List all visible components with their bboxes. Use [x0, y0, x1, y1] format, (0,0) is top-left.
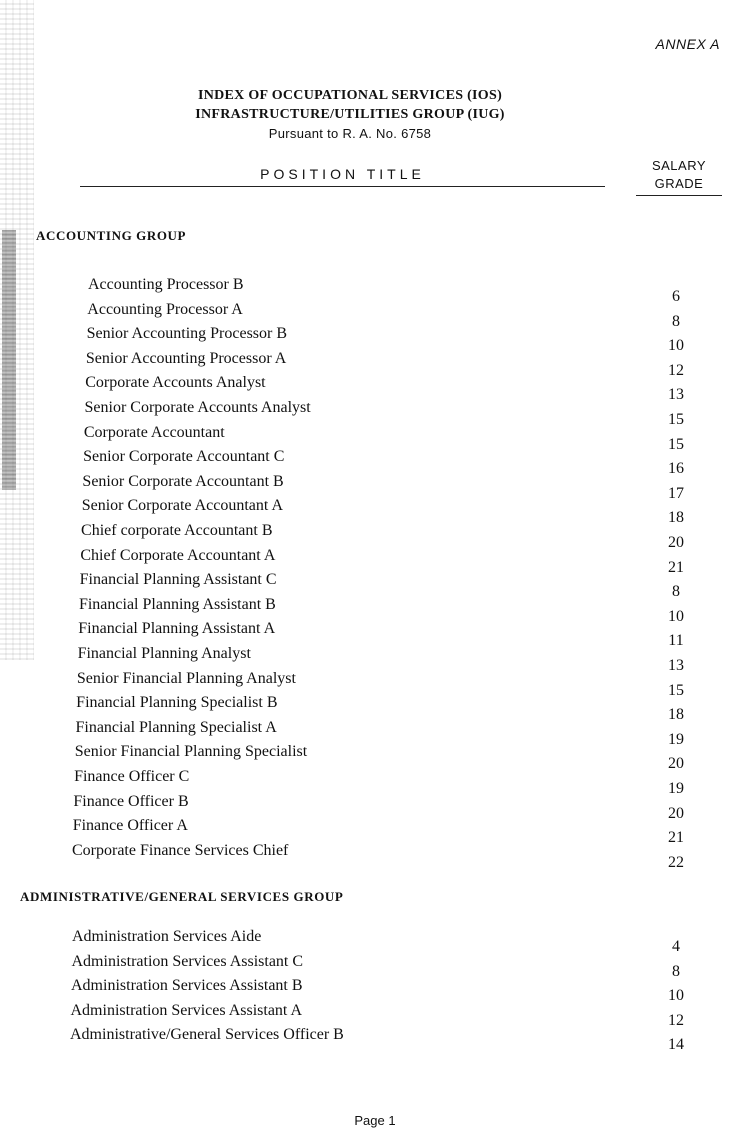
salary-grade: 10 [668, 987, 684, 1005]
page-number: Page 1 [354, 1113, 396, 1128]
salary-grade: 20 [668, 804, 684, 822]
position-title: Senior Financial Planning Specialist [74, 743, 308, 761]
salary-grade: 21 [668, 829, 684, 847]
position-row [0, 276, 750, 305]
position-title: Financial Planning Assistant A [78, 620, 276, 638]
header-line-2: INFRASTRUCTURE/UTILITIES GROUP (IUG) [195, 107, 505, 122]
position-row [0, 349, 750, 379]
salary-grade: 21 [668, 558, 684, 576]
salary-grade: 8 [672, 583, 680, 601]
position-row [0, 300, 750, 330]
position-title: Senior Corporate Accountant A [81, 497, 284, 515]
group-title: ACCOUNTING GROUP [36, 228, 187, 243]
salary-grade: 11 [668, 632, 684, 650]
position-title: Senior Corporate Accountant B [82, 472, 284, 490]
salary-grade: 14 [668, 1036, 684, 1054]
salary-grade: 22 [668, 853, 684, 871]
annex-label: ANNEX A [655, 36, 720, 52]
salary-grade-header [636, 157, 722, 196]
position-title: Senior Corporate Accounts Analyst [84, 399, 311, 416]
salary-grade: 15 [668, 435, 684, 453]
salary-grade: 17 [668, 484, 684, 502]
position-row [0, 768, 750, 797]
position-row [0, 497, 750, 527]
position-row [0, 1026, 750, 1054]
salary-header-line-2: GRADE [654, 176, 704, 191]
position-title: Administrative/General Services Officer B [70, 1026, 344, 1044]
position-row [0, 718, 750, 748]
position-title: Financial Planning Analyst [77, 645, 251, 662]
position-row [0, 448, 750, 478]
position-row [0, 928, 750, 955]
position-row [0, 571, 750, 601]
position-row [0, 399, 750, 428]
position-title: Financial Planning Assistant C [79, 571, 277, 589]
position-row [0, 472, 750, 502]
position-row [0, 620, 750, 650]
position-title: Financial Planning Specialist A [75, 718, 277, 736]
position-title: Corporate Finance Services Chief [72, 841, 289, 859]
position-title: Administration Services Aide [72, 928, 262, 945]
position-row [0, 522, 750, 551]
salary-grade: 16 [668, 460, 684, 478]
salary-grade: 8 [672, 962, 680, 980]
position-title-header: POSITION TITLE [80, 166, 605, 187]
position-row [0, 792, 750, 822]
position-title: Corporate Accounts Analyst [85, 374, 266, 392]
salary-grade: 8 [672, 312, 680, 330]
position-row [0, 546, 750, 576]
position-title: Senior Accounting Processor A [85, 349, 287, 367]
position-title: Senior Corporate Accountant C [83, 448, 285, 466]
position-row [0, 595, 750, 625]
salary-grade: 12 [668, 1011, 684, 1029]
salary-grade: 18 [668, 706, 684, 724]
position-title: Administration Services Assistant B [71, 977, 303, 995]
salary-grade: 4 [672, 938, 680, 955]
position-row [0, 977, 750, 1005]
salary-grade: 15 [668, 411, 684, 428]
salary-grade: 19 [668, 780, 684, 797]
position-title: Accounting Processor B [88, 276, 244, 293]
position-title: Finance Officer C [74, 768, 190, 785]
position-title: Senior Accounting Processor B [86, 325, 288, 343]
position-row [0, 669, 750, 699]
document-header [160, 86, 540, 143]
header-line-3: Pursuant to R. A. No. 6758 [268, 126, 432, 141]
salary-grade: 19 [668, 730, 684, 748]
group-title: ADMINISTRATIVE/GENERAL SERVICES GROUP [20, 889, 344, 904]
salary-grade: 13 [668, 657, 684, 674]
position-title: Accounting Processor A [87, 300, 243, 318]
position-title: Administration Services Assistant A [70, 1001, 303, 1019]
position-row [0, 423, 750, 453]
position-title: Finance Officer B [73, 792, 189, 810]
salary-grade: 13 [668, 386, 684, 404]
salary-header-line-1: SALARY [651, 158, 707, 173]
salary-grade: 6 [672, 288, 680, 305]
position-title: Senior Financial Planning Analyst [76, 669, 296, 687]
position-row [0, 325, 750, 355]
salary-grade: 18 [668, 509, 684, 527]
salary-grade: 10 [668, 337, 684, 355]
position-row [0, 817, 750, 847]
position-title: Chief Corporate Accountant A [80, 546, 276, 564]
position-row [0, 1001, 750, 1029]
salary-grade: 20 [668, 534, 684, 551]
salary-grade: 15 [668, 681, 684, 699]
salary-grade: 10 [668, 607, 684, 625]
position-title: Finance Officer A [72, 817, 188, 835]
salary-grade: 12 [668, 361, 684, 379]
position-row [0, 374, 750, 404]
position-title: Financial Planning Specialist B [76, 694, 278, 712]
salary-grade: 20 [668, 755, 684, 773]
position-row [0, 743, 750, 773]
header-line-1: INDEX OF OCCUPATIONAL SERVICES (IOS) [197, 88, 503, 103]
position-row [0, 952, 750, 980]
position-row [0, 694, 750, 724]
position-row [0, 645, 750, 674]
position-title: Corporate Accountant [83, 423, 225, 441]
position-title: Administration Services Assistant C [71, 952, 304, 970]
position-title: Financial Planning Assistant B [78, 595, 276, 613]
position-title: Chief corporate Accountant B [81, 522, 273, 539]
position-row [0, 841, 750, 871]
